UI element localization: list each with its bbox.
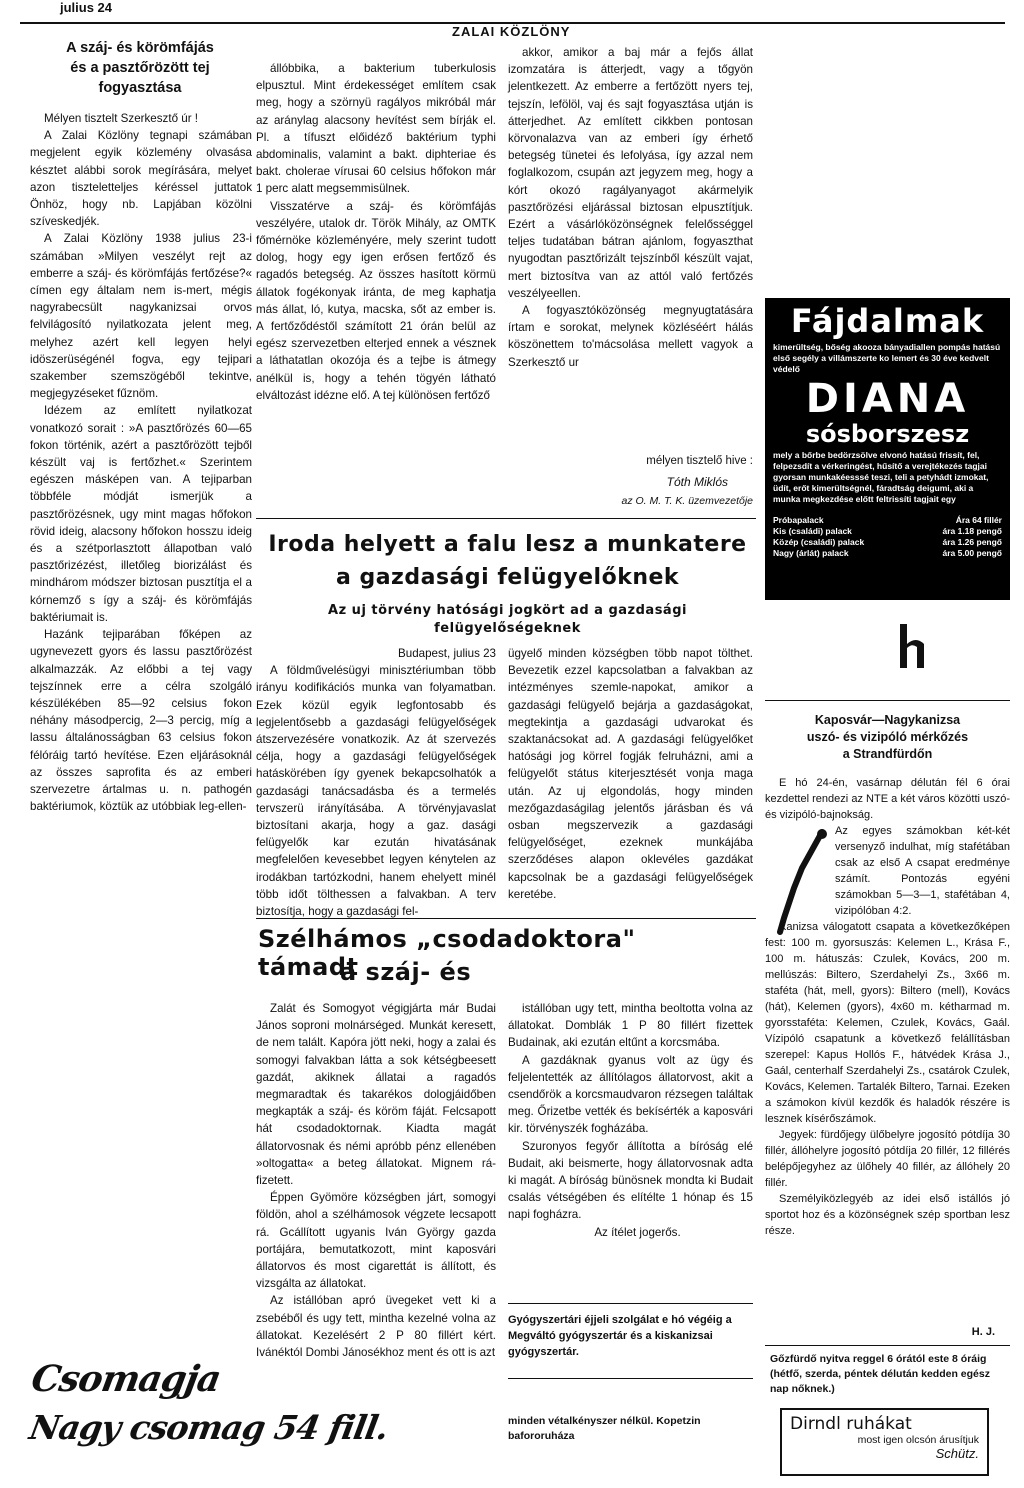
paragraph: Jegyek: fürdőjegy ülőbelyre jogosító pótdíja 30 fillér, állóhelyre jogosító pótdíja 20 fillér, 12 fillérés belépőjegyhez az ülőhely 40 fillér, az állóhely 20 fillér.	[765, 1129, 1010, 1189]
paragraph: Szuronyos fegyőr állította a bíróság elé Budait, aki beismerte, hogy állatorvosnak adta ki magát. A bíróság bünösnek mondta ki Budait csalás vétségében és elítélte 1 hónap és 15 napi fogházra.	[508, 1139, 753, 1222]
paragraph: Budapest, julius 23	[398, 647, 496, 660]
diana-brand: DIANA	[805, 376, 970, 422]
paragraph: ügyelő minden községben több napot tölthet. Bevezetik ezzel kapcsolatban a falvakban az intézményes szemle-napokat, amikor a gazdasági felügyelő bejárja a gazdaságokat, megtekintja a gazdasági udvarokat és szaktanácsokat ad. A gazdasági felügyelőket hatósági jog körrel fogják felruházni, ami a felügyelőt státus kiterjesztését vonja maga után. Az uj elgondolás, hogy minden mezőgazdaságilag jelentős járásban és vá osban megszervezik a gazdasági felügyelőséget, ezeknek munkájába szerződéses alapon oklevéles gazdákat kapcsolnak be a gazdasági felügyelőségek keretébe.	[508, 647, 753, 901]
closing-line: mélyen tisztelő hive :	[646, 455, 753, 467]
left-title-line: A száj- és körömfájás	[66, 40, 214, 56]
paragraph: A Zalai Közlöny 1938 julius 23-i számában »Milyen veszélyt rejt az emberre a száj- és körömfájás fertőzése?« címen egy általam nem is-mert, mégis nagyrabecsült nagykanizsai orvos felvilágosító nyilatkozata jelent meg, melyhez azért kell legyen helyi idöszerüségénél fogva, egy tejipari szakember szemszögéből tekintve, megjegyzéseket fűznöm.	[30, 232, 252, 401]
paragraph: A gazdáknak gyanus volt az ügy és feljelentették az állítólagos állatorvost, akit a csendőrök a korcsmaudvaron rézsegen találtak meg. Őrizetbe vették és bekísérték a kaposvári kir. törvényszék fogházába.	[508, 1053, 753, 1136]
swim-title-line: a Strandfürdőn	[842, 747, 933, 761]
paragraph: akkor, amikor a baj már a fejős állat izomzatára is átterjedt, vagy a tőgyön jelentkezett. Az emberre a fertőzött nyers tej, tejszín, lefölöl, vaj és sajt fogyasztása utján is átterjedhet. Az említett cikkben pontosan körvonalazva van az emberi így érhető betegség tünetei és lefolyása, így azzal nem foglalkozom, csupán azt jegyzem meg, hogy a kórt okozó ragályanyagot akármelyik pasztőrözési eljárással biztosan elpusztítjuk. Ezért a vásárlóközönségnek felelősséggel teljes tudatában bátran ajánlom, fogyaszthat nyugodtan pasztőrizált tejszínből készült vajat, mert biztosítva van az attól való fertőzés veszélyeellen.	[508, 46, 753, 300]
price-row	[773, 548, 1002, 559]
left-article-body	[30, 110, 252, 920]
issue-date: julius 24	[60, 0, 113, 15]
price-value: Ára 64 fillér	[955, 515, 1002, 525]
swim-author: H. J.	[971, 1326, 995, 1338]
paragraph: istállóban ugy tett, mintha beoltotta volna az állatokat. Domblák 1 P 80 fillért fizettek Budainak, aki ezután eltűnt a korcsmába.	[508, 1002, 753, 1050]
szelhamos-headline-2: a száj- és	[340, 958, 472, 986]
paragraph: Idézem az említett nyilatkozat vonatkozó sorait : »A pasztőrözés 60—65 fokon történik, azért a pasztőrözött tejből készült vaj is fertőzhet.« Szerintem egészen másképen van. A tejiparban többféle módját ismerjük a pasztőrözésnek, ugy mint magas hőfokon rövid ideig, alacsony hőfokon hosszu ideig és a szétporlasztott állapotban való pasztőrizézést, illetőleg biorizálást és mindhárom módszer biztosan pusztítja el a kórnemző s így a száj- és körömfájás baktériumait is.	[30, 404, 252, 624]
price-value: ára 1.18 pengő	[942, 526, 1002, 536]
divider	[765, 700, 1010, 701]
price-label: Nagy (árlát) palack	[773, 548, 849, 558]
iroda-subheadline-1: Az uj törvény hatósági jogkört ad a gazdasági	[328, 603, 687, 618]
price-label: Próbapalack	[773, 515, 824, 525]
paragraph: Az istállóban apró üvegeket vett ki a zsebéből és ugy tett, mintha kezelné volna az állatokat. Kezelésért 2 P 80 fillért kért. Ivánéktól Dombi Jánosékhoz ment és ott is azt	[256, 1294, 496, 1360]
price-value: ára 5.00 pengő	[942, 548, 1002, 558]
signature-title: az O. M. T. K. üzemvezetője	[621, 495, 753, 507]
dirndl-title: Dirndl ruhákat	[790, 1414, 912, 1434]
paragraph: Kanizsa válogatott csapata a következőképen fest: 100 m. gyorsuszás: Kelemen L., Krása F., 100 m. hátuszás: Czulek, Kovács, 200 m. mellúszás: Biltero, Szerdahelyi Zs., 3x66 m. staféta (hát, mell, gyors): Biltero (mell), Kovács (hát), Kelemen (gyors), 4x60 m. kétharmad m. gyorsstaféta: Kelemen, Czulek, Kovács, Gaál. Vízipóló csapatunk a következő felállításban szerepel: Kapus Hollós F., hátvédek Krása J., Gaál, centerhalf Szerdahelyi Zs., csatárok Czulek, Kovács, Kelemen. Tartalék Biltero, Tarnai. Ezeken a számokon kívül kezdők és haladók részére is lesznek kísérőszámok.	[765, 921, 1010, 1125]
swim-title-line: uszó- és vizipóló mérkőzés	[806, 730, 969, 744]
iroda-article-right	[508, 645, 753, 901]
divider	[508, 1303, 753, 1304]
paragraph: Zalát és Somogyot végigjárta már Budai János soproni molnárséged. Munkát keresett, de nem talált. Kapóra jött neki, hogy a zalai és somogyi falvakban látta a sok kétségbeesett gazdát, akiknek állatai a ragadós megmaradtak és takarékos dologjáidőben megkapták a száj- és köröm fáját. Felcsapott hát csodadoktornak. Kiadta magát állatorvosnak és némi apróbb pénz ellenében »oltogatta« a beteg állatokat. Mignem rá-fizetett.	[256, 1002, 496, 1188]
diana-product: sósborszesz	[805, 420, 970, 448]
mid-article-body	[256, 60, 496, 515]
right-article-body	[508, 44, 753, 439]
left-article-title	[30, 38, 250, 98]
dirndl-advertisement	[780, 1408, 989, 1476]
left-title-line: és a pasztőrözött tej	[70, 60, 210, 76]
paragraph: állóbbika, a bakterium tuberkulosis elpusztul. Mint érdekességet említem csak meg, hogy a szörnyü ragályos mikróbál már az aránylag alacsony hevítést sem bírják el. Pl. a tífuszt előidéző baktérium typhi abdominalis, valamint a bakt. diphteriae és bakt. cholerae vírusai 60 celsius hőfokon már 1 perc alatt megsemmisülnek.	[256, 62, 496, 196]
script-ad-bottom: Nagy csomag 54 fill.	[26, 1408, 391, 1447]
diana-headline: Fájdalmak	[790, 302, 985, 340]
left-title-line: fogyasztása	[98, 80, 182, 96]
swim-title	[765, 712, 1010, 763]
price-row	[773, 537, 1002, 548]
pharmacy-notice: Gyógyszertári éjjeli szolgálat e hó végéig a Megváltó gyógyszertár és a kiskanizsai gyógyszertár.	[508, 1314, 732, 1358]
iroda-subheadline-2: felügyelőségeknek	[434, 621, 581, 636]
h-logo-icon	[896, 622, 936, 672]
price-row	[773, 515, 1002, 526]
steam-bath-notice: Gőzfürdő nyitva reggel 6 órától este 8 óráig (hétfő, szerda, péntek délután kedden egész nap nőknek.)	[770, 1353, 990, 1395]
paragraph: Az ítélet jogerős.	[594, 1225, 681, 1239]
paragraph: Személyiközlegyéb az idei első istállós jó sportot hoz és a közönségnek szép sportban lesz része.	[765, 1193, 1010, 1237]
paragraph: A földművelésügyi minisztériumban több irányu kodifikációs munka van folyamatban. Ezek közül egyik legfontosabb és legjelentősebb a gazdasági felügyelőségek átszervezésére vonatkozik. Az át szervezés célja, hogy a gazdasági felügyelőségek hatáskörében így gyenek bekapcsolhatók a gazdasági tanácsadásba és a termelés tervszerü irányításába. A törvényjavaslat biztosítani akarja, hogy a gaz. dasági felügyelők kar ezután hivatásának megfelelően kevesebbet legyen kénytelen az irodákban tartózkodni, hanem ehelyett minél több időt tölthessen a falvakban. A terv biztosítja, hogy a gazdasági fel-	[256, 664, 496, 919]
masthead: ZALAI KÖZLÖNY	[452, 24, 571, 39]
swim-article-body	[765, 775, 1010, 1320]
szelhamos-left	[256, 1000, 496, 1478]
paragraph: Az egyes számokban két-két versenyző indulhat, míg stafétában csak az első A csapat eredménye számít. Pontozás egyéni számokban 5—3—1, stafétában 4, vizipólóban 4:2.	[835, 825, 1010, 917]
price-value: ára 1.26 pengő	[942, 537, 1002, 547]
paragraph: Éppen Gyömöre községben járt, somogyi földön, ahol a szélhámosok végzete lecsapott rá. Gcállított ugyanis Iván György gazda portájára, bemutatkozott, mint kaposvári állatorvos és most cigarettát is állított, és vizsgálta az állatokat.	[256, 1191, 496, 1291]
divider	[765, 1345, 1010, 1346]
iroda-headline-1: Iroda helyett a falu lesz a munkatere	[268, 532, 747, 557]
iroda-article-left	[256, 645, 496, 919]
dirndl-subtitle: most igen olcsón árusítjuk	[857, 1434, 979, 1446]
paragraph: A Zalai Közlöny tegnapi számában megjelent egyik közlemény olvasása késztet alábbi sorok megírására, melyet azon tiszteletteljes kéréssel juttatok Önhöz, hogy nb. Lapjában közölni szíveskedjék.	[30, 129, 252, 229]
diana-text-2: mely a bőrbe bedörzsölve elvonó hatású frissít, fel, felpezsdít a vérkeringést, hűsítő a verejtékezés tagjai gyorsan munkakéesssé teszi, teli a petyhádt izmokat, üdít, erőt kimerültségnél, fáradtság deigumi, aki a munka megkezdése előtt feltrissíti tagjait egy	[773, 450, 989, 504]
script-ad-top: Csomagja	[28, 1358, 224, 1400]
shop-note: minden vétalkényszer nélkül. Kopetzin bafororuháza	[508, 1415, 701, 1442]
paragraph: A fogyasztóközönség megnyugtatására írtam e sorokat, melynek közléséért hálás köszönettem to'mácsolása mellett vagyok a Szerkesztő ur	[508, 304, 753, 369]
diana-advertisement	[765, 298, 1010, 600]
paragraph: Mélyen tisztelt Szerkesztő úr !	[44, 112, 198, 125]
price-label: Közép (családi) palack	[773, 537, 865, 547]
szelhamos-right	[508, 1000, 753, 1295]
paragraph: Hazánk tejiparában főképen az ugynevezett gyors és lassu pasztőrözést alkalmazzák. Az előbbi a tej vagy tejszínnek erre a célra szolgáló készülékében 85—92 celsius fokon néhány másodpercig, 2—3 percig, míg a lassu általánosságban 63 celsius fokon félóráig tartó hevítése. Ezen eljárásoknál az összes saprofita és az emberi szervezetre ártalmas u. n. pathogén baktériumok, köztük az utóbbiak leg-ellen-	[30, 628, 252, 814]
iroda-headline-2: a gazdasági felügyelőknek	[335, 565, 680, 590]
price-label: Kis (családi) palack	[773, 526, 852, 536]
szelhamos-headline-1: Szélhámos „csodadoktora" támadt	[258, 925, 636, 981]
dirndl-brand: Schütz.	[935, 1446, 979, 1461]
signature-name: Tóth Miklós	[666, 475, 728, 489]
diana-price-list	[765, 515, 1010, 559]
divider	[508, 1378, 753, 1379]
paragraph: Visszatérve a száj- és körömfájás veszélyére, utalok dr. Török Mihály, az OMTK főmérnöke közleményére, mely szerint tudott dolog, hogy egy igen erősen fertőző és ragadós betegség. Az összes hasított körmü állatok fogékonyak iránta, de meg kaphatja más állat, ló, kutya, macska, sőt az ember is. A fertőződéstől számított 21 órán belül az egész szervezetben elterjed ennek a vésznek a láthatatlan okozója és a tejbe is átmegy anélkül is, hogy a tehén tögyén látható elváltozást idézne elő. A tej különösen fertőző	[256, 199, 496, 402]
price-row	[773, 526, 1002, 537]
divider	[256, 518, 756, 519]
divider	[256, 918, 756, 919]
diana-text-1: kimerültség, bőség akooza bányadiallen pompás hatású első segély a villámszerte ko lemert és 30 éve kedvelt védelő	[773, 342, 1001, 374]
swim-title-line: Kaposvár—Nagykanizsa	[814, 713, 961, 727]
paragraph: E hó 24-én, vasárnap délután fél 6 órai kezdettel rendezi az NTE a két város közötti uszó- és vizipóló-bajnokság.	[765, 777, 1010, 821]
